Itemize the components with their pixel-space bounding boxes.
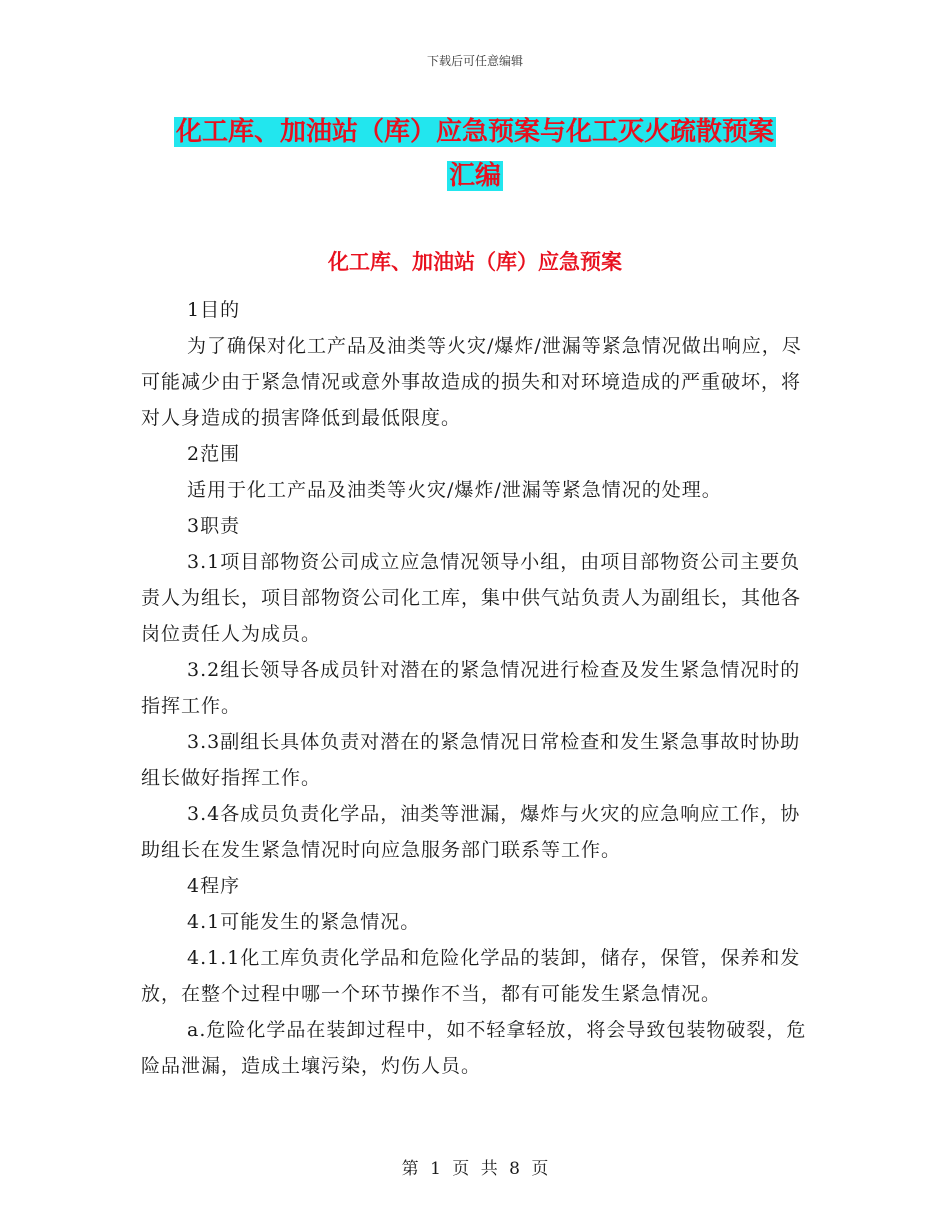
paragraph-3-3: 3.3副组长具体负责对潜在的紧急情况日常检查和发生紧急事故时协助组长做好指挥工作。 xyxy=(141,731,801,789)
heading-responsibilities: 3职责 xyxy=(187,515,241,537)
page-header: 下载后可任意编辑 xyxy=(426,54,523,68)
paragraph-3-1: 3.1项目部物资公司成立应急情况领导小组，由项目部物资公司主要负责人为组长，项目部物资公司化工库，集中供气站负责人为副组长，其他各岗位责任人为成员。 xyxy=(141,551,802,645)
paragraph-purpose: 为了确保对化工产品及油类等火灾/爆炸/泄漏等紧急情况做出响应，尽可能减少由于紧急情况或意外事故造成的损失和对环境造成的严重破坏，将对人身造成的损害降低到最低限度。 xyxy=(141,335,802,429)
document-title-line1: 化工库、加油站（库）应急预案与化工灭火疏散预案 xyxy=(175,117,774,147)
paragraph-3-2: 3.2组长领导各成员针对潜在的紧急情况进行检查及发生紧急情况时的指挥工作。 xyxy=(141,659,801,717)
paragraph-4-1: 4.1可能发生的紧急情况。 xyxy=(187,911,421,933)
paragraph-item-a: a.危险化学品在装卸过程中，如不轻拿轻放，将会导致包装物破裂，危险品泄漏，造成土壤污染，灼伤人员。 xyxy=(141,1019,807,1077)
heading-scope: 2范围 xyxy=(187,443,241,465)
document-title-line2: 汇编 xyxy=(448,161,501,191)
paragraph-4-1-1: 4.1.1化工库负责化学品和危险化学品的装卸，储存，保管，保养和发放，在整个过程中哪一个环节操作不当，都有可能发生紧急情况。 xyxy=(141,947,801,1005)
paragraph-scope: 适用于化工产品及油类等火灾/爆炸/泄漏等紧急情况的处理。 xyxy=(187,479,722,501)
document-title xyxy=(0,110,950,198)
paragraph-3-4: 3.4各成员负责化学品，油类等泄漏，爆炸与火灾的应急响应工作，协助组长在发生紧急情况时向应急服务部门联系等工作。 xyxy=(141,803,801,861)
page-number: 第 1 页 共 8 页 xyxy=(401,1159,549,1179)
document-body xyxy=(141,292,813,1084)
heading-procedure: 4程序 xyxy=(187,875,241,897)
section-title: 化工库、加油站（库）应急预案 xyxy=(328,249,622,274)
heading-purpose: 1目的 xyxy=(187,299,241,321)
